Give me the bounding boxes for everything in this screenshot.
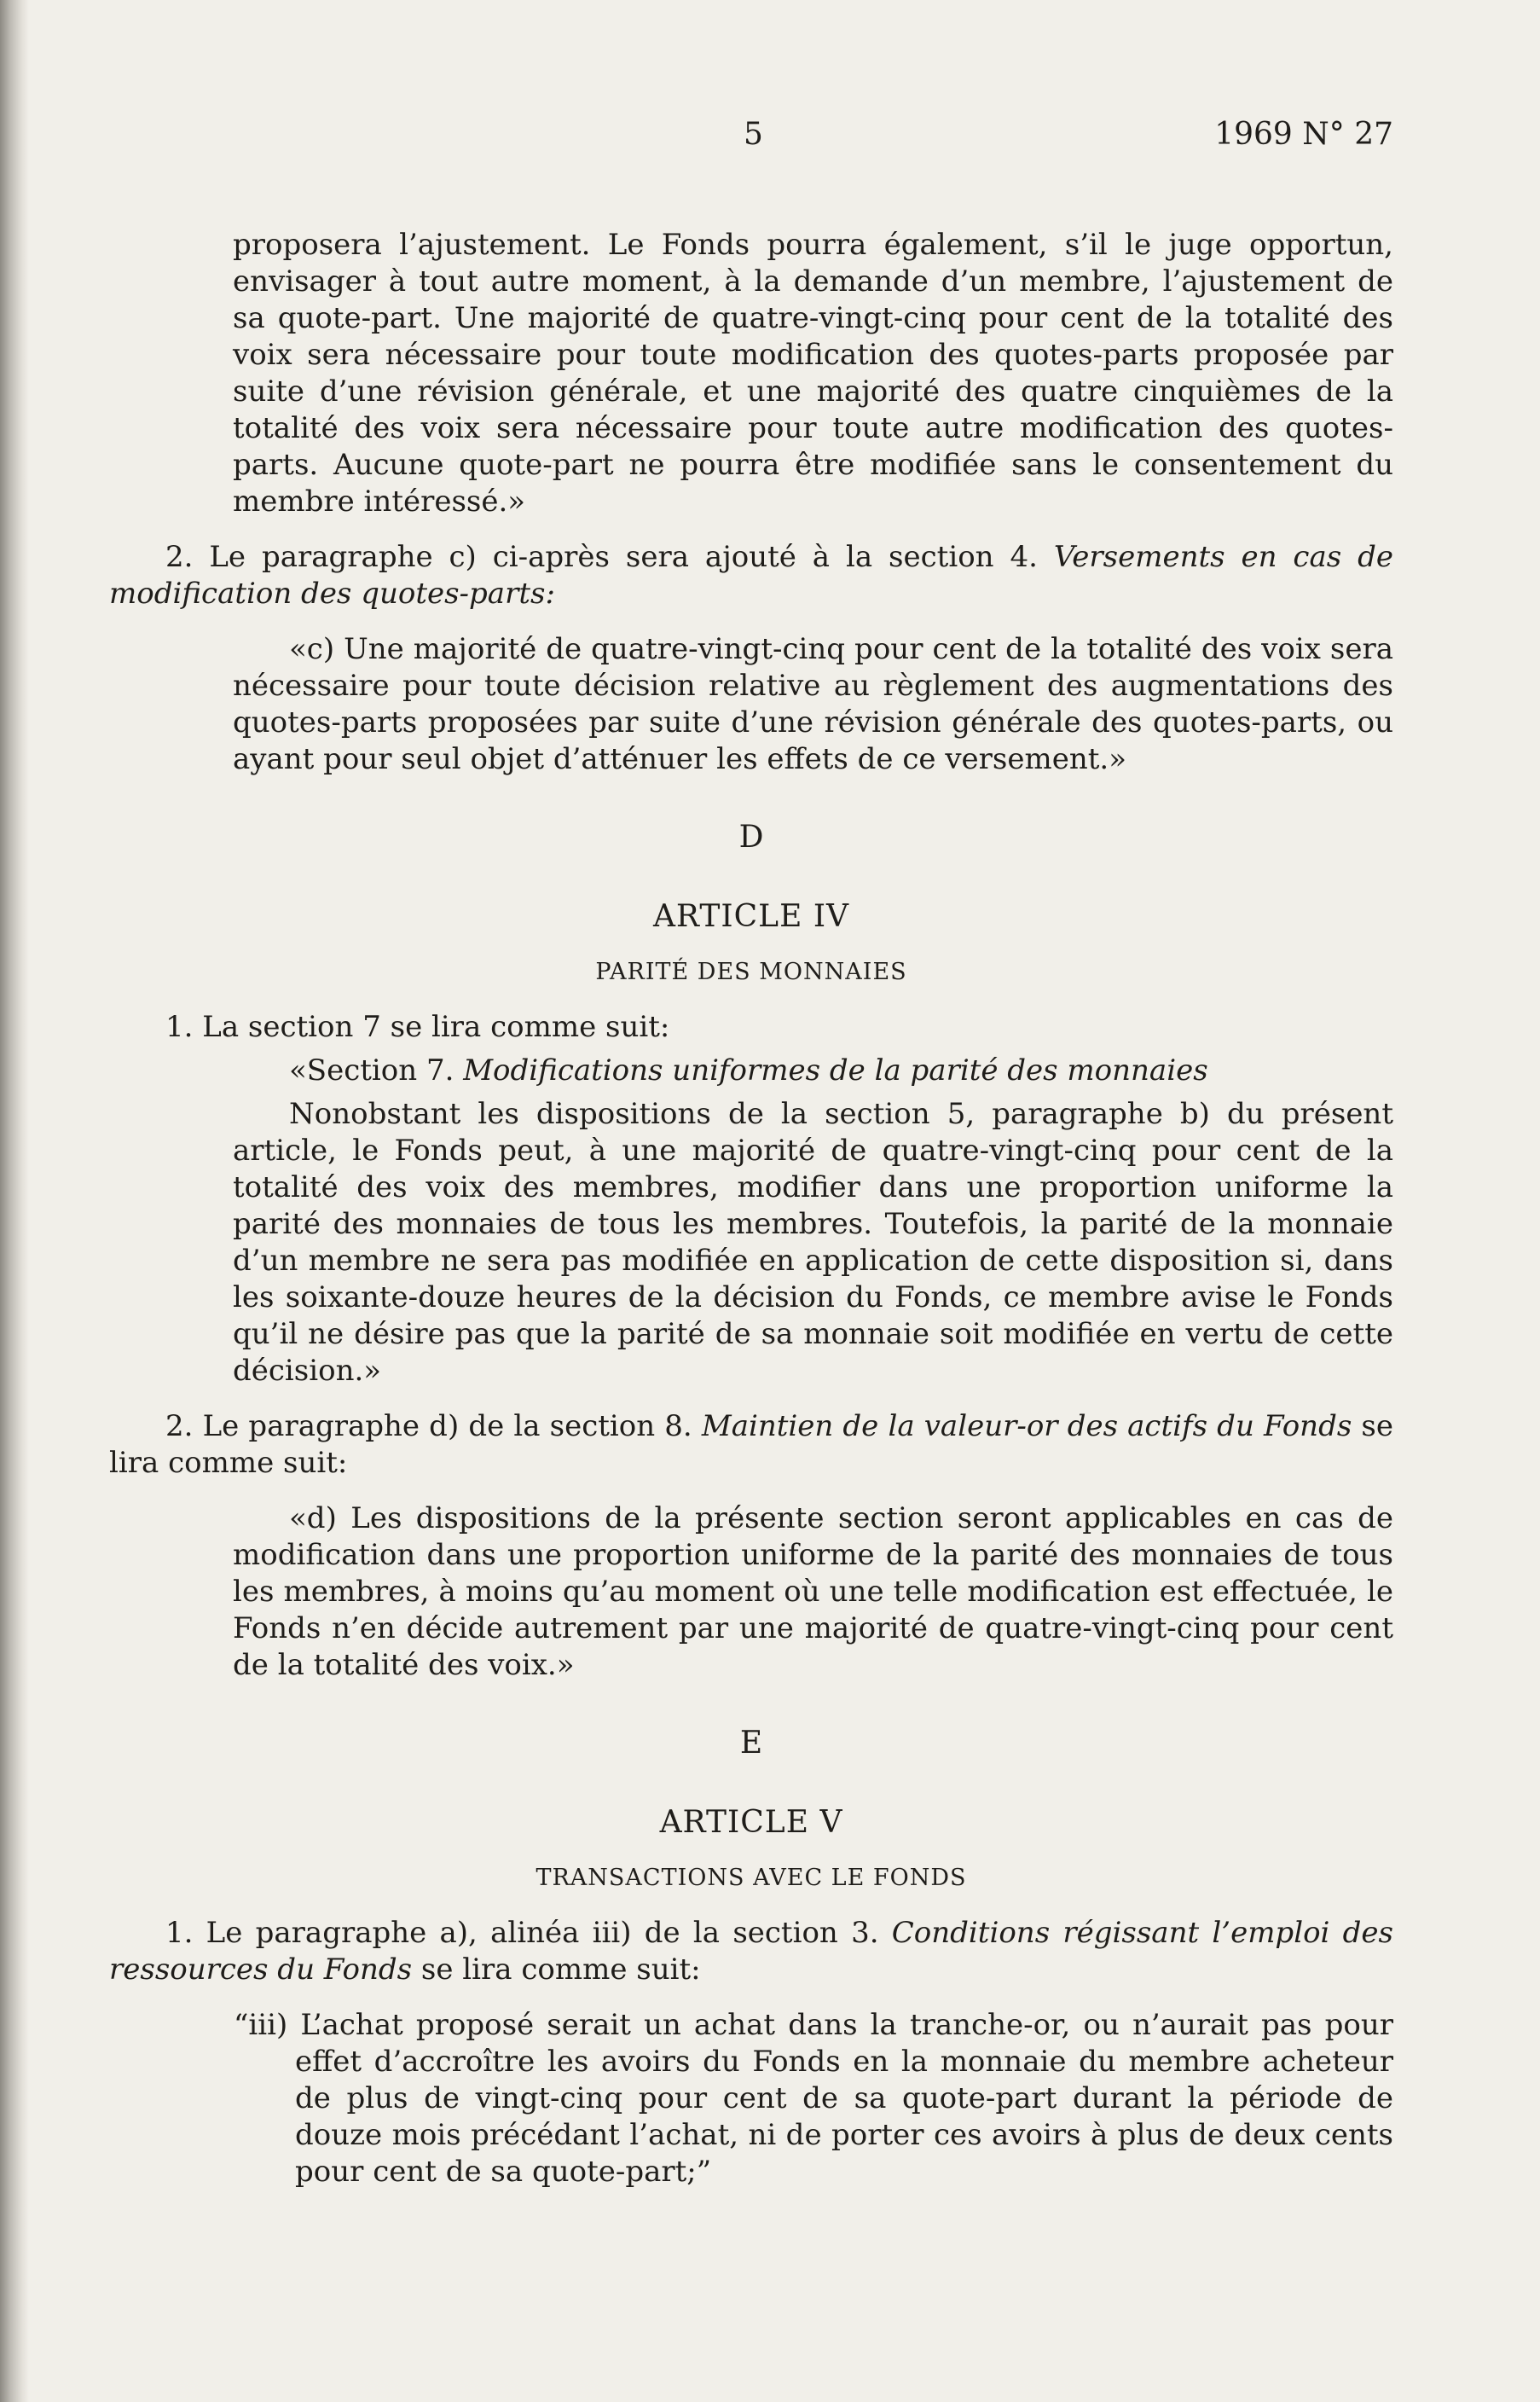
article-iv-subtitle: PARITÉ DES MONNAIES	[595, 959, 907, 985]
paragraph-section-3-intro	[109, 1915, 1393, 1988]
section-7-title: Modifications uniformes de la parité des monnaies	[463, 1053, 1208, 1088]
section-letter-d: D	[738, 820, 764, 855]
page-header	[109, 116, 1393, 157]
section-7-lead: «Section 7.	[289, 1053, 464, 1088]
section-3-title: Conditions régissant l’emploi des ressources du Fonds	[109, 1916, 1393, 1987]
section-3-tail: se lira comme suit:	[412, 1952, 701, 1987]
section-8-lead: 2. Le paragraphe d) de la section 8.	[165, 1409, 702, 1443]
paragraph-quote-continuation: proposera l’ajustement. Le Fonds pourra également, s’il le juge opportun, envisager à tout autre moment, à la demande d’un membre, l’ajustement de sa quote-part. Une majorité de quatre-vingt-cinq pour cent de la totalité des voix sera nécessaire pour toute modification des quotes-parts proposée par suite d’une révision générale, et une majorité des quatre cinquièmes de la totalité des voix sera nécessaire pour toute autre modification des quotes-parts. Aucune quote-part ne pourra être modifiée sans le consentement du membre intéressé.»	[233, 228, 1393, 519]
paragraph-section-7-title	[109, 1053, 1393, 1089]
section-8-title: Maintien de la valeur-or des actifs du Fonds	[701, 1409, 1352, 1443]
binding-shadow	[0, 0, 29, 2402]
article-v-subtitle: TRANSACTIONS AVEC LE FONDS	[536, 1865, 967, 1891]
paragraph-item-iii: “iii) L’achat proposé serait un achat dans la tranche-or, ou n’aurait pas pour effet d’accroître les avoirs du Fonds en la monnaie du membre acheteur de plus de vingt-cinq pour cent de sa quote-part durant la période de douze mois précédant l’achat, ni de porter ces avoirs à plus de deux cents pour cent de sa quote-part;”	[234, 2008, 1393, 2189]
page-number: 5	[744, 117, 763, 152]
paragraph-section-7-body: Nonobstant les dispositions de la section 5, paragraphe b) du présent article, le Fonds peut, à une majorité de quatre-vingt-cinq pour cent de la totalité des voix des membres, modifier dans une proportion uniforme la parité des monnaies de tous les membres. Toutefois, la parité de la monnaie d’un membre ne sera pas modifiée en application de cette disposition si, dans les soixante-douze heures de la décision du Fonds, ce membre avise le Fonds qu’il ne désire pas que la parité de sa monnaie soit modifiée en vertu de cette décision.»	[233, 1097, 1393, 1388]
section-8-tail: se lira comme suit:	[109, 1409, 1394, 1480]
article-v-heading: ARTICLE V	[659, 1805, 843, 1840]
amendment-title: Versements en cas de modification des quotes-parts:	[109, 540, 1393, 611]
document-body	[109, 227, 1393, 2190]
paragraph-quote-d: «d) Les dispositions de la présente section seront applicables en cas de modification dans une proportion uniforme de la parité des monnaies de tous les membres, à moins qu’au moment où une telle modification est effectuée, le Fonds n’en décide autrement par une majorité de quatre-vingt-cinq pour cent de la totalité des voix.»	[233, 1501, 1393, 1682]
paragraph-section-7-intro: 1. La section 7 se lira comme suit:	[165, 1010, 670, 1044]
paragraph-amendment-section-4	[109, 539, 1393, 612]
article-iv-heading: ARTICLE IV	[652, 899, 850, 934]
amendment-lead: 2. Le paragraphe c) ci-après sera ajouté à la section 4.	[165, 540, 1054, 574]
paragraph-quote-c: «c) Une majorité de quatre-vingt-cinq pour cent de la totalité des voix sera nécessaire pour toute décision relative au règlement des augmentations des quotes-parts proposées par suite d’une révision générale des quotes-parts, ou ayant pour seul objet d’atténuer les effets de ce versement.»	[233, 632, 1393, 776]
issue-number: 1969 N° 27	[1214, 117, 1393, 152]
paragraph-section-8-intro	[109, 1408, 1393, 1482]
section-letter-e: E	[739, 1726, 763, 1761]
section-3-lead: 1. Le paragraphe a), alinéa iii) de la section 3.	[165, 1916, 892, 1950]
